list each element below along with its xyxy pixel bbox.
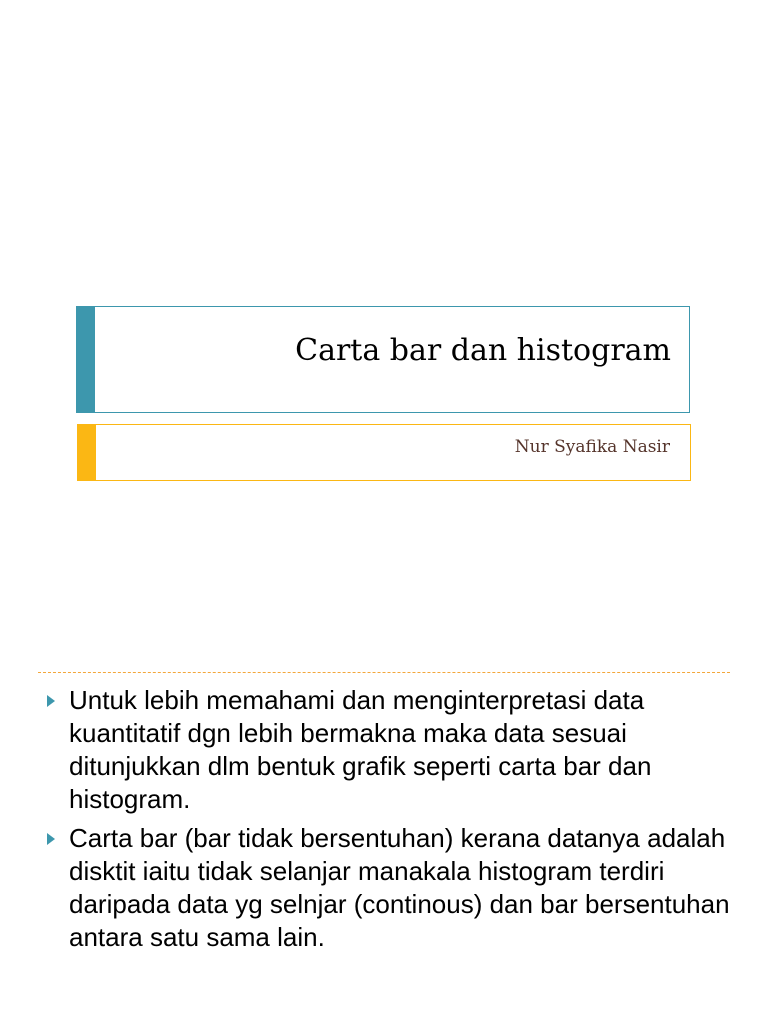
title-accent-bar (77, 307, 95, 412)
dotted-divider (38, 672, 730, 673)
title-box (76, 306, 690, 413)
slide-title: Carta bar dan histogram (295, 333, 671, 368)
content-slide (0, 640, 768, 1024)
bullet-text: Untuk lebih memahami dan menginterpretasi data kuantitatif dgn lebih bermakna maka data sesuai ditunjukkan dlm bentuk grafik seperti carta bar dan histogram. (69, 685, 652, 814)
triangle-right-icon (47, 695, 55, 707)
subtitle-accent-bar (78, 425, 96, 480)
bullet-text: Carta bar (bar tidak bersentuhan) kerana datanya adalah disktit iaitu tidak selanjar manakala histogram terdiri daripada data yg selnjar (continous) dan bar bersentuhan antara satu sama lain. (69, 823, 730, 952)
bullet-list (42, 684, 732, 960)
list-item (42, 822, 732, 954)
list-item (42, 684, 732, 816)
subtitle-box (77, 424, 691, 481)
triangle-right-icon (47, 833, 55, 845)
slide-subtitle-author: Nur Syafika Nasir (514, 437, 670, 457)
